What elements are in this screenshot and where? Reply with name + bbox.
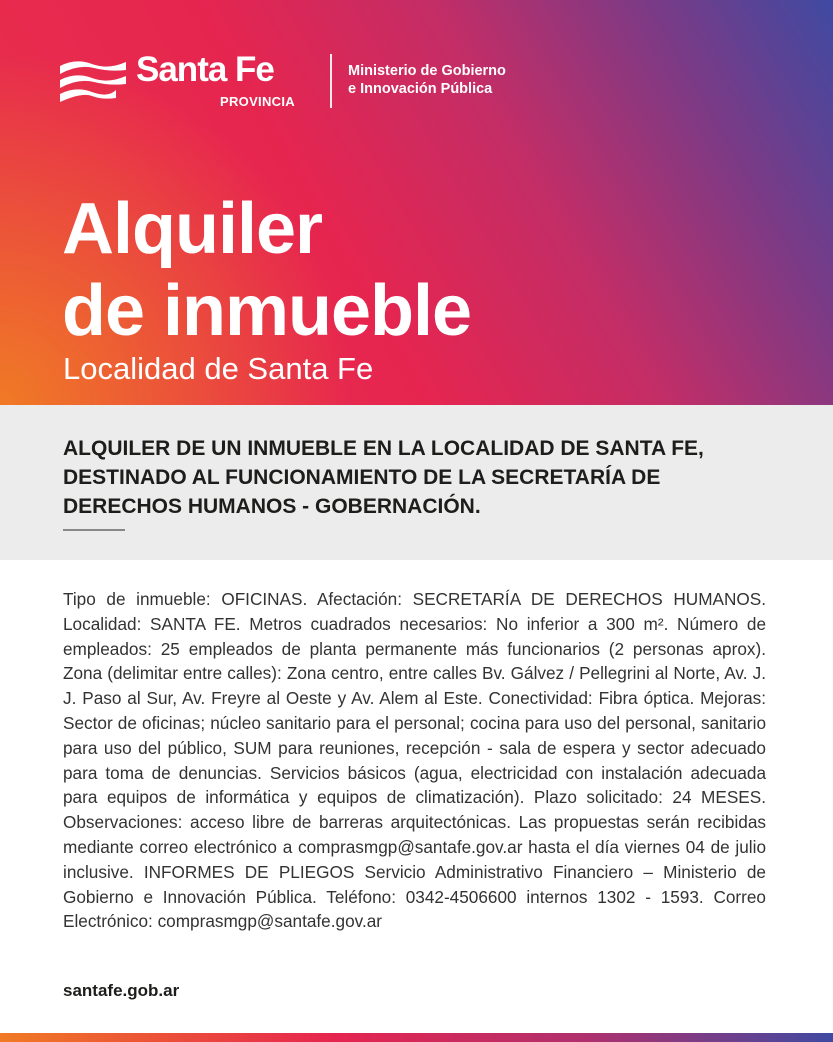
title-line-1: Alquiler — [62, 189, 323, 269]
logo-wordmark: Santa Fe — [136, 50, 274, 89]
santa-fe-logo — [58, 52, 538, 112]
summary-heading: ALQUILER DE UN INMUEBLE EN LA LOCALIDAD DE SANTA FE, DESTINADO AL FUNCIONAMIENTO DE LA SECRETARÍA DE DERECHOS HUMANOS - GOBERNACIÓN. — [63, 437, 704, 518]
hero-banner — [0, 0, 833, 405]
ministry-line-1: Ministerio de Gobierno — [348, 63, 506, 79]
bottom-gradient-bar — [0, 1033, 833, 1042]
ministry-line-2: e Innovación Pública — [348, 81, 493, 97]
santa-fe-flag-icon — [58, 56, 128, 108]
logo-province-label: PROVINCIA — [220, 94, 295, 109]
summary-divider — [63, 529, 125, 531]
footer-url: santafe.gob.ar — [63, 981, 180, 1000]
title-line-2: de inmueble — [62, 271, 472, 351]
notice-body: Tipo de inmueble: OFICINAS. Afectación: SECRETARÍA DE DERECHOS HUMANOS. Localidad: SANTA FE. Metros cuadrados necesarios: No inferior a 300 m². Número de empleados: 25 empleados de planta permanente más funcionarios (2 personas aprox). Zona (delimitar entre calles): Zona centro, entre calles Bv. Gálvez / Pellegrini al Norte, Av. J. J. Paso al Sur, Av. Freyre al Oeste y Av. Alem al Este. Conectividad: Fibra óptica. Mejoras: Sector de oficinas; núcleo sanitario para el personal; cocina para uso del personal, sanitario para uso del público, SUM para reuniones, recepción - sala de espera y sector adecuado para toma de denuncias. Servicios básicos (agua, electricidad con instalación adecuada para equipos de informática y equipos de climatización). Plazo solicitado: 24 MESES. Observaciones: acceso libre de barreras arquitectónicas. Las propuestas serán recibidas mediante correo electrónico a comprasmgp@santafe.gov.ar hasta el día viernes 04 de julio inclusive. INFORMES DE PLIEGOS Servicio Administrativo Financiero – Ministerio de Gobierno e Innovación Pública. Teléfono: 0342-4506600 internos 1302 - 1593. Correo Electrónico: comprasmgp@santafe.gov.ar — [63, 589, 766, 932]
ministry-name — [348, 62, 506, 98]
logo-divider — [330, 54, 332, 108]
page-title — [62, 188, 471, 352]
summary-band — [0, 405, 833, 560]
page-subtitle: Localidad de Santa Fe — [63, 351, 374, 386]
